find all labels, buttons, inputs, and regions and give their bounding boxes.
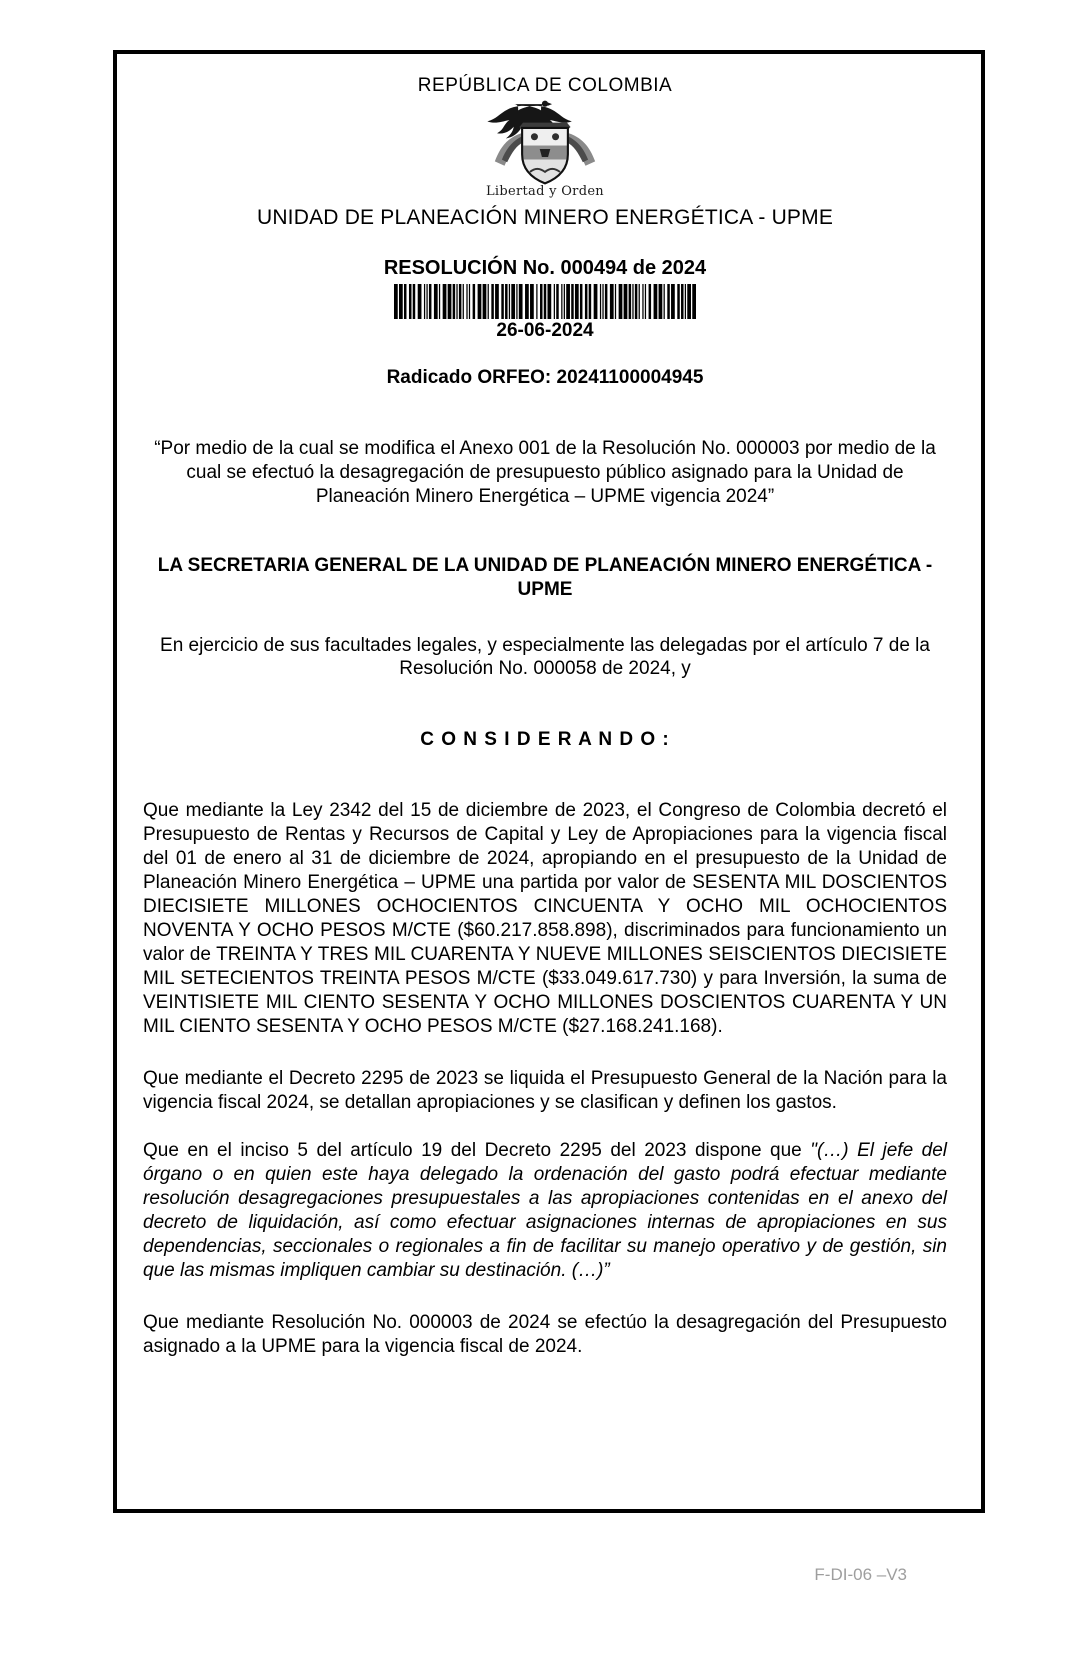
considerando-paragraph-2: Que mediante el Decreto 2295 de 2023 se liquida el Presupuesto General de la Nación para la vigencia fiscal 2024, se detallan apropiaciones y se clasifican y definen los gastos. — [143, 1068, 947, 1113]
paragraph-3-lead: Que en el inciso 5 del artículo 19 del Decreto 2295 del 2023 dispone que — [143, 1140, 811, 1161]
considerando-paragraph-1: Que mediante la Ley 2342 del 15 de diciembre de 2023, el Congreso de Colombia decretó el Presupuesto de Rentas y Recursos de Capital y Ley de Apropiaciones para la vigencia fiscal del 01 de enero al 31 de diciembre de 2024, apropiando en el presupuesto de la Unidad de Planeación Minero Energética – UPME una partida por valor de SESENTA MIL DOSCIENTOS DIECISIETE MILLONES OCHOCIENTOS CINCUENTA Y OCHO MIL OCHOCIENTOS NOVENTA Y OCHO PESOS M/CTE ($60.217.858.898), discriminados para funcionamiento un valor de TREINTA Y TRES MIL CUARENTA Y NUEVE MILLONES SEISCIENTOS DIECISIETE MIL SETECIENTOS TREINTA PESOS M/CTE ($33.049.617.730) y para Inversión, la suma de VEINTISIETE MIL CIENTO SESENTA Y OCHO MILLONES DOSCIENTOS CUARENTA Y UN MIL CIENTO SESENTA Y OCHO PESOS M/CTE ($27.168.241.168). — [143, 800, 947, 1037]
barcode — [394, 284, 696, 319]
considerando-paragraph-3 — [143, 1139, 947, 1283]
considerando-heading: C O N S I D E R A N D O : — [420, 729, 670, 750]
colombia-coat-of-arms-icon — [143, 98, 947, 198]
form-code-footer: F-DI-06 –V3 — [814, 1565, 907, 1584]
subject-quote: “Por medio de la cual se modifica el Anexo 001 de la Resolución No. 000003 por medio de la cual se efectuó la desagregación de presupuesto público asignado para la Unidad de Planeación Minero Energética – UPME vigencia 2024” — [154, 438, 936, 507]
coat-of-arms-motto: Libertad y Orden — [486, 184, 604, 199]
entity-name: UNIDAD DE PLANEACIÓN MINERO ENERGÉTICA - UPME — [256, 206, 834, 229]
paragraph-3-quoted-norm: "(…) El jefe del órgano o en quien este haya delegado la ordenación del gasto podrá efectuar mediante resolución desagregaciones presupuestales a las apropiaciones contenidas en el anexo del decreto de liquidación, así como efectuar asignaciones internas de apropiaciones en sus dependencias, seccionales o regionales a fin de facilitar su manejo operativo y de gestión, sin que las mismas impliquen cambiar su destinación. (…)” — [143, 1140, 948, 1281]
radicado-line: Radicado ORFEO: 20241100004945 — [386, 367, 704, 388]
republic-title: REPÚBLICA DE COLOMBIA — [417, 75, 673, 96]
resolution-date: 26-06-2024 — [496, 320, 594, 341]
considerando-paragraph-4: Que mediante Resolución No. 000003 de 2024 se efectúo la desagregación del Presupuesto asignado a la UPME para la vigencia fiscal de 2024. — [143, 1312, 947, 1357]
legal-basis: En ejercicio de sus facultades legales, y especialmente las delegadas por el artículo 7 de la Resolución No. 000058 de 2024, y — [160, 635, 930, 679]
resolution-title: RESOLUCIÓN No. 000494 de 2024 — [383, 257, 707, 279]
document-border-frame — [113, 50, 985, 1513]
authority-heading: LA SECRETARIA GENERAL DE LA UNIDAD DE PLANEACIÓN MINERO ENERGÉTICA - UPME — [157, 555, 933, 600]
